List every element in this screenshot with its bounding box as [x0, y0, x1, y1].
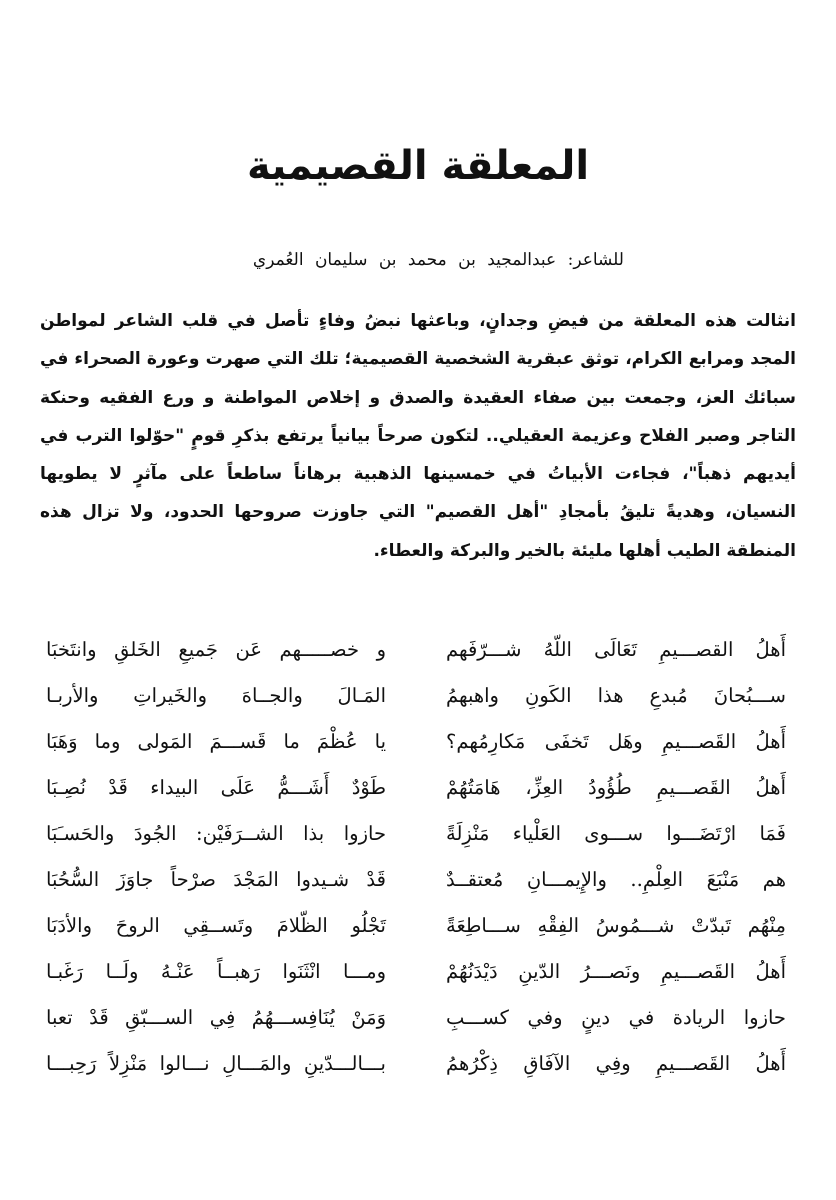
verse — [46, 954, 786, 990]
verse-first-hemistich: أَهلُ القَصـــيمِ وهَل تَخفَى مَكارِمُهم؟ — [446, 730, 786, 753]
verse-second-hemistich: طَوْدٌ أَشَـــمُّ عَلَى البيداء قَدْ نُصِـبَا — [46, 776, 386, 799]
verse-second-hemistich: بـــالـــدّينِ والمَـــالِ نـــالوا مَنْزِلاً رَحِبـــا — [46, 1052, 386, 1075]
verse — [46, 862, 786, 898]
verse-first-hemistich: هم مَنْبَعَ العِلْمِ.. والإِيمـــانِ مُعتقــدٌ — [446, 868, 786, 891]
verse-first-hemistich: فَمَا ارْتَضَـــوا ســـوى العَلْياء مَنْزِلَةً — [446, 822, 786, 845]
verse — [46, 724, 786, 760]
verse — [46, 1046, 786, 1082]
verse-first-hemistich: أَهلُ القَصـــيمِ طُؤُودُ العِزِّ، هَامَتُهُمْ — [446, 776, 786, 799]
verse-second-hemistich: المَـالَ والجــاهَ والخَيراتِ والأربـا — [46, 684, 386, 707]
verse — [46, 816, 786, 852]
intro-paragraph: انثالت هذه المعلقة من فيضِ وجدانٍ، وباعثها نبضُ وفاءٍ تأصل في قلب الشاعر لمواطن المجد ومرابع الكرام، توثق عبقرية الشخصية القصيمية؛ تلك التي صهرت وعورة الصحراء في سبائك العز، وجمعت بين صفاء العقيدة والصدق و إخلاص المواطنة و ورع الفقيه وحنكة التاجر وصبر الفلاح وعزيمة العقيلي.. لتكون صرحاً بيانياً يرتفع بذكرِ قومٍ "حوّلوا الترب في أيديهم ذهباً"، فجاءت الأبياتُ في خمسينها الذهبية برهاناً ساطعاً على مآثرٍ لا يطويها النسيان، وهديةً تليقُ بأمجادِ "أهل القصيم" التي جاوزت صروحها الحدود، ولا تزال هذه المنطقة الطيب أهلها مليئة بالخير والبركة والعطاء. — [40, 311, 796, 561]
verse-first-hemistich: مِنْهُم تَبدّتْ شـــمُوسُ الفِقْهِ ســـاطِعَةً — [446, 914, 786, 937]
verse-second-hemistich: وَمَنْ يُنَافِســـهُمُ فِي الســـبّقِ قَدْ تعبا — [46, 1006, 386, 1029]
document-title: المعلقة القصيمية — [246, 143, 590, 189]
verse — [46, 678, 786, 714]
verse-first-hemistich: ســـبُحانَ مُبدعِ هذا الكَونِ واهبهمُ — [446, 684, 786, 707]
verse — [46, 908, 786, 944]
verse-second-hemistich: و خصـــــهم عَن جَميعِ الخَلقِ وانتَخبَا — [46, 638, 386, 661]
verse-first-hemistich: أَهلُ القصـــيمِ تَعَالَى اللّهُ شـــرّفَهم — [446, 638, 786, 661]
verse-first-hemistich: أَهلُ القَصـــيمِ وفِي الآفَاقِ ذِكْرُهمُ — [446, 1052, 786, 1075]
verse — [46, 632, 786, 668]
verse-second-hemistich: قَدْ شـيدوا المَجْدَ صرْحاً جاوَزَ السُّحُبَا — [46, 868, 386, 891]
verse — [46, 770, 786, 806]
verse-second-hemistich: تَجْلُو الظّلامَ وتَســقِي الروحَ والأدَبَا — [46, 914, 386, 937]
verse-second-hemistich: ومـــا انْثَنَوا رَهبــاً عَنْـهُ ولَــا رَغَبـا — [46, 960, 386, 983]
verse-first-hemistich: حازوا الريادة في دينٍ وفي كســـبِ — [446, 1006, 786, 1029]
verse-second-hemistich: حازوا بذا الشــرَفَيْن: الجُودَ والحَسـَبَا — [46, 822, 386, 845]
verse-first-hemistich: أَهلُ القَصـــيمِ ونَصـــرُ الدّينِ دَيْدَنُهُمْ — [446, 960, 786, 983]
verse — [46, 1000, 786, 1036]
poem-verses — [46, 632, 786, 1092]
verse-second-hemistich: يا عُظْمَ ما قَســـمَ المَولى وما وَهَبَا — [46, 730, 386, 753]
poet-byline: للشاعر: عبدالمجيد بن محمد بن سليمان العُمري — [252, 250, 624, 270]
